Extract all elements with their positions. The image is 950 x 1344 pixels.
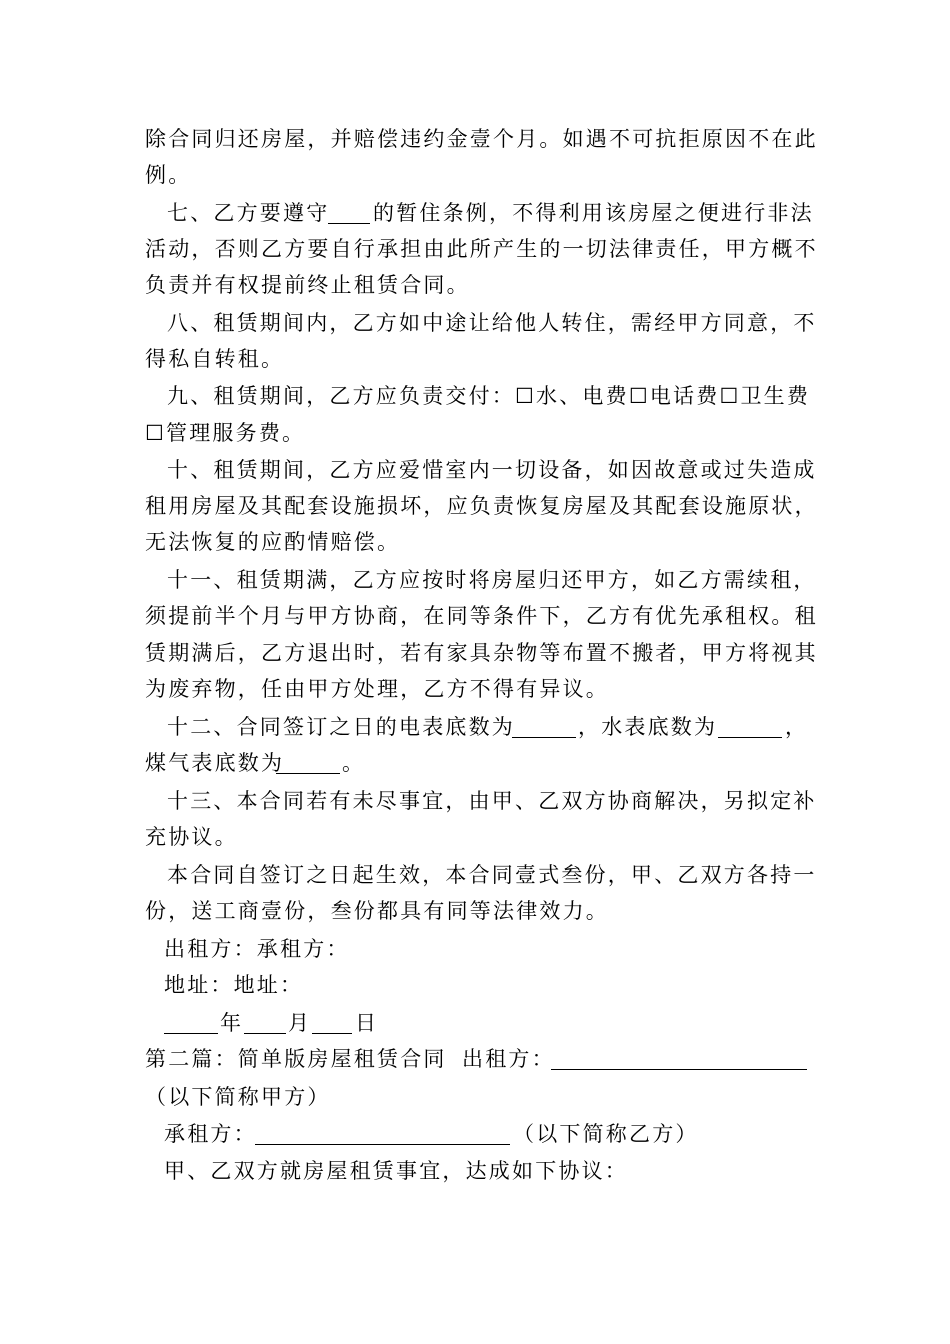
text-line	[0, 601, 950, 631]
text-line	[0, 418, 950, 448]
lessee-line	[0, 1119, 950, 1149]
clause-13-line	[0, 786, 950, 816]
paragraph-text: 得私自转租。	[145, 347, 285, 371]
paragraph-text: 十二、合同签订之日的电表底数为	[167, 715, 515, 739]
paragraph-text: 无法恢复的应酌情赔偿。	[145, 530, 401, 554]
paragraph-text: 的暂住条例，不得利用该房屋之便进行非法	[373, 201, 814, 225]
paragraph-text: 赁期满后，乙方退出时，若有家具杂物等布置不搬者，甲方将视其	[145, 641, 818, 665]
text-line	[0, 527, 950, 557]
text-line	[0, 896, 950, 926]
section-heading-line	[0, 1044, 950, 1074]
agreement-line	[0, 1156, 950, 1186]
paragraph-text: ☐管理服务费。	[145, 421, 306, 445]
paragraph-text: ，	[785, 715, 809, 739]
text-line	[0, 674, 950, 704]
clause-9-line	[0, 381, 950, 411]
text-line	[0, 491, 950, 521]
paragraph-text: 地址：地址：	[164, 973, 304, 997]
paragraph-text: 十三、本合同若有未尽事宜，由甲、乙双方协商解决，另拟定补	[167, 789, 817, 813]
text-line	[0, 638, 950, 668]
blank-underline	[328, 198, 370, 228]
paragraph-text: 负责并有权提前终止租赁合同。	[145, 273, 470, 297]
paragraph-text: 出租方：承租方：	[164, 937, 350, 961]
paragraph-text: 须提前半个月与甲方协商，在同等条件下，乙方有优先承租权。租	[145, 604, 818, 628]
paragraph-text: 七、乙方要遵守	[167, 201, 330, 225]
paragraph-text: 例。	[145, 163, 192, 187]
paragraph-text: 租用房屋及其配套设施损坏，应负责恢复房屋及其配套设施原状，	[145, 494, 818, 518]
paragraph-text: 。	[342, 751, 366, 775]
text-line	[0, 748, 950, 778]
paragraph-text: 九、租赁期间，乙方应负责交付：☐水、电费☐电话费☐卫生费	[167, 384, 811, 408]
text-line	[0, 344, 950, 374]
paragraph-text: 除合同归还房屋，并赔偿违约金壹个月。如遇不可抗拒原因不在此	[145, 127, 818, 151]
paragraph-text: 煤气表底数为	[145, 751, 285, 775]
paragraph-text: 本合同自签订之日起生效，本合同壹式叁份，甲、乙双方各持一	[167, 863, 817, 887]
paragraph-text: 份，送工商壹份，叁份都具有同等法律效力。	[145, 899, 609, 923]
signature-address-line	[0, 970, 950, 1000]
blank-underline	[312, 1008, 352, 1038]
paragraph-text: 活动，否则乙方要自行承担由此所产生的一切法律责任，甲方概不	[145, 237, 818, 261]
date-day-label: 日	[355, 1011, 379, 1035]
text-line	[0, 1082, 950, 1112]
text-line	[0, 160, 950, 190]
paragraph-text: （以下简称乙方）	[513, 1122, 699, 1146]
clause-12-line	[0, 712, 950, 742]
paragraph-text: 承租方：	[164, 1122, 257, 1146]
blank-underline	[718, 712, 782, 742]
text-line	[0, 822, 950, 852]
paragraph-text: 出租方：	[462, 1047, 555, 1071]
clause-7-line	[0, 198, 950, 228]
clause-8-line	[0, 308, 950, 338]
blank-underline	[164, 1008, 218, 1038]
paragraph-text: 充协议。	[145, 825, 238, 849]
paragraph-text: 甲、乙双方就房屋租赁事宜，达成如下协议：	[164, 1159, 628, 1183]
section-title: 第二篇：简单版房屋租赁合同	[145, 1047, 447, 1071]
paragraph-text: ，水表底数为	[578, 715, 718, 739]
date-line	[0, 1008, 950, 1038]
blank-underline	[255, 1119, 510, 1149]
effect-line	[0, 860, 950, 890]
paragraph-text: 十、租赁期间，乙方应爱惜室内一切设备，如因故意或过失造成	[167, 458, 817, 482]
blank-underline	[512, 712, 576, 742]
paragraph-text: 为废弃物，任由甲方处理，乙方不得有异议。	[145, 677, 609, 701]
text-line	[0, 234, 950, 264]
blank-underline	[244, 1008, 286, 1038]
paragraph-text: 十一、租赁期满，乙方应按时将房屋归还甲方，如乙方需续租，	[167, 568, 817, 592]
text-line	[0, 124, 950, 154]
blank-underline	[551, 1044, 807, 1074]
blank-underline	[276, 748, 340, 778]
signature-parties-line	[0, 934, 950, 964]
text-line	[0, 270, 950, 300]
clause-10-line	[0, 455, 950, 485]
date-month-label: 月	[288, 1011, 312, 1035]
paragraph-text: 八、租赁期间内，乙方如中途让给他人转住，需经甲方同意，不	[167, 311, 817, 335]
date-year-label: 年	[220, 1011, 244, 1035]
paragraph-text: （以下简称甲方）	[145, 1085, 331, 1109]
clause-11-line	[0, 565, 950, 595]
